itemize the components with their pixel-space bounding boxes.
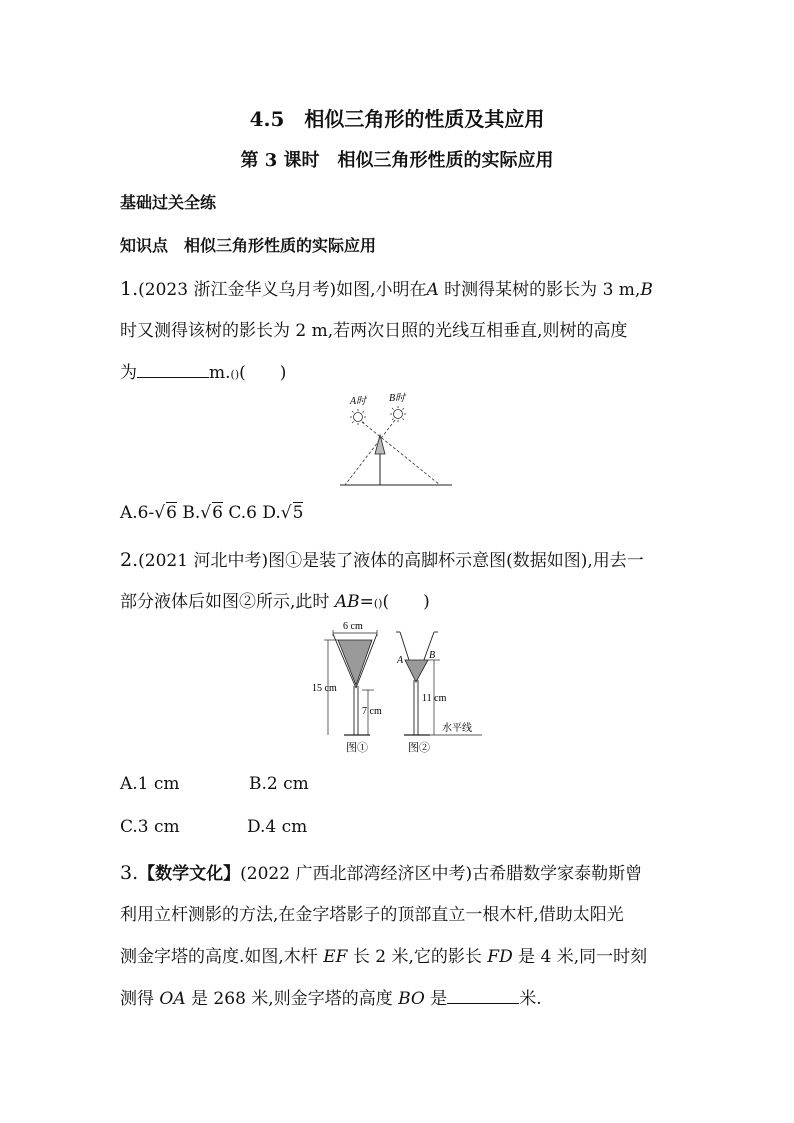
q1-options	[120, 503, 303, 523]
q1-option-d[interactable]: D.√5	[262, 503, 304, 523]
ray-a	[362, 422, 440, 485]
q2-number: 2.	[120, 549, 139, 571]
width-label: 6 cm	[343, 621, 363, 632]
point-b-label: B	[429, 650, 436, 661]
q1-option-c[interactable]: C.6	[228, 503, 257, 523]
practice-heading: 基础过关全练	[120, 193, 217, 212]
q3-line2: 利用立杆测影的方法,在金字塔影子的顶部直立一根木杆,借助太阳光	[120, 905, 624, 925]
answer-blank[interactable]	[137, 363, 209, 378]
fig1-label: 图①	[346, 742, 368, 754]
q3-tag: 【数学文化】	[138, 864, 241, 884]
q1-figure	[330, 392, 460, 492]
q2-option-b[interactable]: B.2 cm	[249, 774, 309, 794]
q2-option-a[interactable]: A.1 cm	[120, 774, 180, 794]
q1-option-a[interactable]: A.6-√6	[120, 503, 177, 523]
answer-blank-q3[interactable]	[447, 989, 519, 1004]
q1-number: 1.	[120, 278, 139, 300]
q2-line1: 2.(2021 河北中考)图①是装了液体的高脚杯示意图(数据如图),用去一	[120, 549, 644, 571]
q3-line3: 测金字塔的高度.如图,木杆 EF 长 2 米,它的影长 FD 是 4 米,同一时刻	[120, 947, 648, 967]
knowledge-heading: 知识点 相似三角形性质的实际应用	[120, 236, 377, 255]
point-a-label: A	[397, 655, 404, 666]
height-11-label: 11 cm	[422, 693, 447, 704]
sun-a-icon	[350, 409, 366, 425]
q3-line1: 3.【数学文化】(2022 广西北部湾经济区中考)古希腊数学家泰勒斯曾	[120, 862, 643, 884]
q2-option-d[interactable]: D.4 cm	[247, 817, 308, 837]
label-a-time: A时	[350, 396, 367, 407]
q1-option-b[interactable]: B.√6	[182, 503, 223, 523]
q3-line4: 测得 OA 是 268 米,则金字塔的高度 BO 是 米.	[120, 989, 542, 1009]
ray-b	[345, 420, 395, 485]
q2-figure	[310, 618, 490, 758]
label-b-time: B时	[389, 393, 406, 404]
fig2-label: 图②	[408, 742, 430, 754]
page-title: 4.5 相似三角形的性质及其应用	[249, 107, 545, 131]
horizon-label: 水平线	[442, 723, 472, 734]
lesson-subtitle: 第 3 课时 相似三角形性质的实际应用	[240, 150, 554, 171]
q3-number: 3.	[120, 862, 139, 884]
q1-line1: 1.(2023 浙江金华义乌月考)如图,小明在A 时测得某树的影长为 3 m,B	[120, 278, 653, 300]
q2-line2: 部分液体后如图②所示,此时 AB=()( )	[120, 592, 430, 612]
q2-option-c[interactable]: C.3 cm	[120, 817, 180, 837]
q1-line3: 为 m.()( )	[120, 363, 287, 383]
height-15-label: 15 cm	[312, 683, 337, 694]
glass2-liquid	[405, 660, 428, 682]
height-7-label: 7 cm	[362, 706, 382, 717]
sun-b-icon	[390, 406, 406, 422]
q1-line2: 时又测得该树的影长为 2 m,若两次日照的光线互相垂直,则树的高度	[120, 321, 628, 341]
glass1-liquid	[338, 640, 372, 685]
